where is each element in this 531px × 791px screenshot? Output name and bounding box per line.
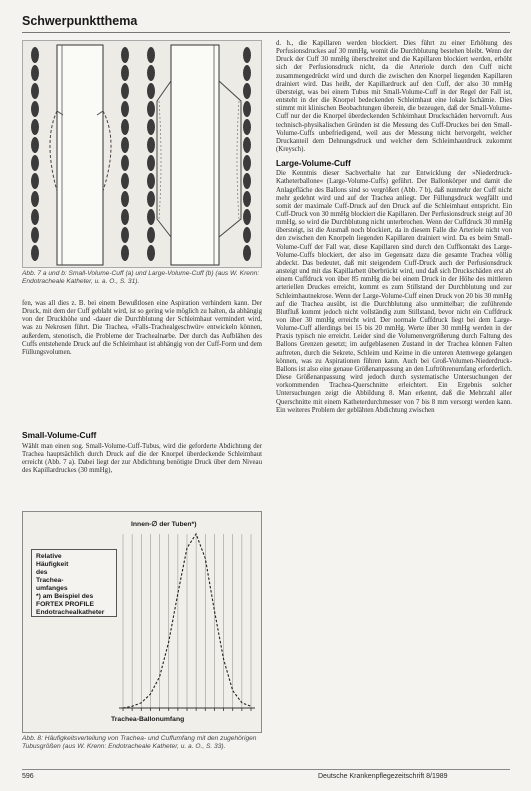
figure-8-caption: Abb. 8: Häufigkeitsverteilung von Trachea- und Cuffumfang mit den zugehörigen Tubusgrößen (aus W. Krenn: Endotracheale Katheter, u. a. O., S. 33). — [22, 735, 257, 751]
paragraph: d. h., die Kapillaren werden blockiert. Dies führt zu einer Erhöhung des Perfusionsdruckes auf 30 mmHg, womit die Durchblutung bestehen bleibt. Wenn der Druck der Cuff 30 mmHg überschreitet und die Kapillaren blockiert werden, erhöht sich der Perfusionsdruck nicht, da die Arteriole durch den Cuff nicht zusammengedrückt wird und durch die zwischen den Knorpel liegenden Kapillaren drainiert wird. Das heißt, der Kapillardruck auf den Cuff, der also 30 mmHg übersteigt, was bei einem Tubus mit Small-Volume-Cuff in der Regel der Fall ist, entsteht in der die Knorpel bedeckenden Schleimhaut eine lokale Ischämie. Dies stimmt mit klinischen Beobachtungen überein, die bezeugen, daß der Small-Volume-Cuff nur der die Knorpel überdeckenden Schleimhaut Druckschäden hervorruft. Aus technisch-physikalischen Gründen ist die Messung des Cuff-Druckes bei den Small-Volume-Cuffs unbefriedigend, weil aus der Messung nicht hervorgeht, welcher Druckanteil dem Dehnungsdruck und welcher dem Schleimhautdruck zukommt (Kreysch). — [276, 40, 512, 154]
footer-rule — [22, 769, 510, 770]
page-number: 596 — [22, 773, 34, 780]
header-rule — [22, 32, 510, 33]
figure-7-caption: Abb. 7 a und b: Small-Volume-Cuff (a) und Large-Volume-Cuff (b) (aus W. Krenn: Endotracheale Katheter, u. a. O., S. 31). — [22, 270, 260, 286]
legend-line: Relative — [36, 553, 62, 560]
figure-7-illustration — [22, 40, 262, 268]
cuff-illustration — [23, 41, 263, 269]
journal-name: Deutsche Krankenpflegezeitschrift 8/1989 — [318, 773, 448, 780]
legend-line: FORTEX PROFILE — [36, 601, 94, 608]
legend-line: Häufigkeit — [36, 561, 69, 568]
legend-line: Endotrachealkatheter — [36, 609, 105, 616]
legend-line: des — [36, 569, 48, 576]
paragraph: Die Kenntnis dieser Sachverhalte hat zur Entwicklung der »Niederdruck-Katheterballone« (Large-Volume-Cuffs) geführt. Der Ballonkörper und damit die Anlagefläche des Ballons sind so vergrößert (Abb. 7 b), daß nunmehr der Cuff nicht mehr gedehnt wird und auf der Trachea anliegt. Der Füllungsdruck wegfällt und somit der maximale Cuff-Druck auf den Druck auf die Schleimhaut entspricht. Ein Cuff-Druck von 30 mmHg blockiert die Kapillaren. Der Perfusionsdruck steigt auf 30 mmHg, so wird die Durchblutung nicht unterbrochen. Wenn der Cuffdruck 30 mmHg übersteigt, ist die Ausmaß noch blockiert, da in diesem Falle die Arteriole nicht von den zwischen den Knorpeln liegenden Kapillaren drainiert wird. Da es beim Small-Volume-Cuff der Fall war, diese Kapillaren sind durch den Cuffkontakt des Large-Volume-Cuffs blockiert, der also im Gegensatz dazu die gesamte Trachea völlig abdeckt. Das bedeutet, daß mit steigendem Cuff-Druck auch der Perfusionsdruck ansteigt und mit das Kapillarbett überbrückt wird, und daß sich Druckschäden erst ab einem Cuffdruck von über 85 mmHg die bei einem Druck in der Höhe des mittleren arteriellen Druckes erreicht, kommt es zum Stillstand der Durchblutung und zur Schleimhautnekrose. Wenn der Large-Volume-Cuff einen Druck von 20 bis 30 mmHg auf die Trachea ausübt, ist die Durchblutung also unmittelbar; die zuführende Blutfluß kommt jedoch nicht vollständig zum Stillstand, bevor nicht ein Cuffdruck von über 30 mmHg erreicht wird. Der normale Cuffdruck liegt bei dem Large-Volume-Cuff allerdings bei 15 bis 20 mmHg. Werte über 30 mmHg werden in der Praxis typisch nie erreicht. Leider sind die Volumenvergrößerung durch Faltung des Ballons Grenzen gesetzt; im aufgeblasenen Zustand in der Trachea können Falten auftreten, durch die Sekrete, Schleim und Keime in die unteren Atemwege gelangen können, was zu Aspirationen führen kann. Auch bei Groß-Volumen-Niederdruck-Ballons ist also eine genaue Größenanpassung an den Luftröhrenumfang erforderlich. Diese Größenanpassung wird jedoch durch systematische Untersuchungen der vorkommenden Trachea-Querschnitte erleichtert. Ein Ergebnis solcher Untersuchungen zeigt die Abbildung 8. Man erkennt, daß die Mehrzahl aller Querschnitte mit einem Katheterdurchmesser von 7 bis 8 mm versorgt werden kann. Ein weiteres Problem der geblähten Abdichtung zwischen — [276, 170, 512, 414]
chart-legend — [31, 549, 117, 617]
legend-line: umfanges — [36, 585, 68, 592]
legend-line: Trachea- — [36, 577, 64, 584]
section-title-small-volume-cuff: Small-Volume-Cuff — [22, 430, 97, 440]
left-column-text-top — [22, 300, 262, 357]
section-header: Schwerpunktthema — [22, 14, 138, 28]
chart-title: Innen-∅ der Tuben*) — [131, 521, 197, 528]
section-title-large-volume-cuff: Large-Volume-Cuff — [276, 158, 351, 169]
right-column — [276, 40, 512, 415]
small-volume-cuff-panel — [31, 45, 129, 265]
chart-x-axis-label: Trachea-Ballonumfang — [111, 716, 185, 723]
paragraph: Wählt man einen sog. Small-Volume-Cuff-Tubus, wird die geforderte Abdichtung der Trachea hauptsächlich durch Druck auf die der Knorpel überdeckende Schleimhaut erreicht (Abb. 7 a). Dabei liegt der zur Abdichtung benötigte Druck über dem Niveau des Kapillardruckes (30 mmHg), — [22, 443, 262, 475]
legend-line: *) am Beispiel des — [36, 593, 94, 600]
chart-svg — [23, 512, 263, 734]
large-volume-cuff-panel — [147, 45, 251, 265]
left-column-text-mid — [22, 443, 262, 476]
figure-8-chart — [22, 511, 262, 733]
paragraph: fen, was all dies z. B. bei einem Bewußtlosen eine Aspiration verhindern kann. Der Druck, mit dem der Cuff geblaht wird, ist so gering wie möglich zu halten, da abhängig von der Druckhöhe und -dauer die Durchblutung der Schleimhaut vermindert wird, was zu Nekrosen führt. Die Trachea, »Falls-Trachealgeschwür« entwickeln können, außerdem, stenotisch, die Probleme der Trachealnarbe. Der durch das Aufblähen des Cuffs entstehende Druck auf die Schleimhaut ist abhängig von der Cuff-Form und dem Füllungsvolumen. — [22, 300, 262, 356]
